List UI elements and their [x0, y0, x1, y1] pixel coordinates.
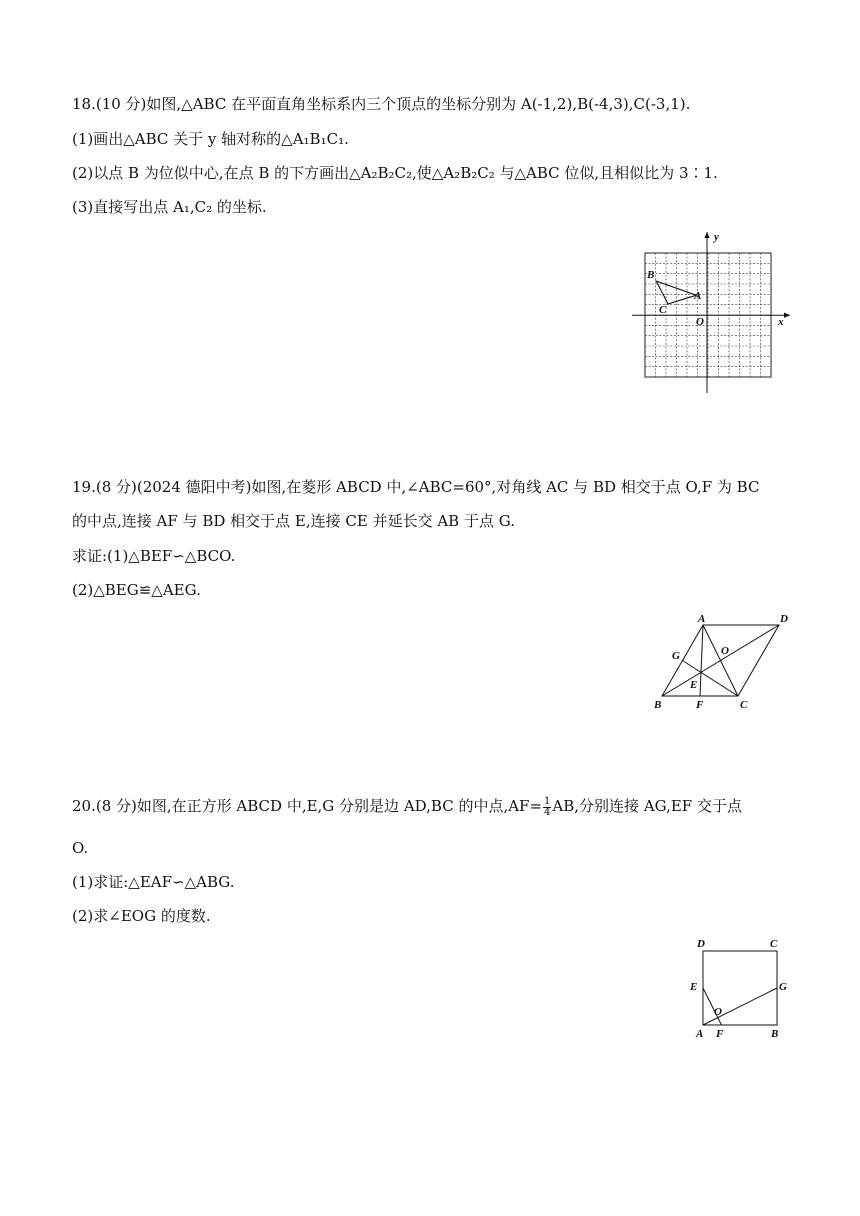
point-a-label: A	[698, 613, 706, 625]
point-a-label: A	[696, 1028, 704, 1040]
segment-af	[700, 625, 703, 696]
point-c-label: C	[659, 304, 667, 316]
q19-stem-line2: 的中点,连接 AF 与 BD 相交于点 E,连接 CE 并延长交 AB 于点 G.	[72, 512, 515, 530]
origin-label: O	[696, 316, 704, 328]
q20-fraction	[543, 797, 551, 818]
q18-part1: (1)画出△ABC 关于 y 轴对称的△A₁B₁C₁.	[72, 130, 349, 148]
q20-stem-before: 20.(8 分)如图,在正方形 ABCD 中,E,G 分别是边 AD,BC 的中点,AF=	[72, 797, 543, 815]
y-axis-label: y	[714, 231, 719, 243]
point-o-label: O	[721, 645, 729, 657]
q19-stem-line1: 19.(8 分)(2024 德阳中考)如图,在菱形 ABCD 中,∠ABC=60°,对角线 AC 与 BD 相交于点 O,F 为 BC	[72, 478, 760, 496]
point-c-label: C	[770, 938, 778, 950]
point-e-label: E	[690, 679, 698, 691]
fraction-denominator: 4	[544, 806, 551, 818]
q18-coordinate-grid-figure	[630, 228, 795, 396]
point-d-label: D	[780, 613, 788, 625]
point-b-label: B	[654, 699, 662, 711]
point-d-label: D	[697, 938, 705, 950]
q18-part2: (2)以点 B 为位似中心,在点 B 的下方画出△A₂B₂C₂,使△A₂B₂C₂ 与△ABC 位似,且相似比为 3∶1.	[72, 164, 718, 182]
point-o-label: O	[714, 1006, 722, 1018]
q19-part1: 求证:(1)△BEF∽△BCO.	[72, 547, 236, 565]
q20-stem-after: AB,分别连接 AG,EF 交于点	[552, 797, 742, 815]
q18-stem: 18.(10 分)如图,△ABC 在平面直角坐标系内三个顶点的坐标分别为 A(-1,2),B(-4,3),C(-3,1).	[72, 95, 691, 113]
point-g-label: G	[672, 650, 680, 662]
q18-part3: (3)直接写出点 A₁,C₂ 的坐标.	[72, 198, 267, 216]
q19-part2: (2)△BEG≌△AEG.	[72, 581, 201, 599]
point-b-label: B	[771, 1028, 779, 1040]
point-a-label: A	[694, 290, 702, 302]
q20-stem-line2: O.	[72, 839, 89, 857]
point-g-label: G	[779, 981, 787, 993]
q20-part1: (1)求证:△EAF∽△ABG.	[72, 873, 235, 891]
q20-part2: (2)求∠EOG 的度数.	[72, 907, 211, 925]
point-f-label: F	[696, 699, 704, 711]
point-c-label: C	[740, 699, 748, 711]
q19-rhombus-figure	[648, 608, 798, 714]
point-b-label: B	[647, 269, 655, 281]
point-e-label: E	[690, 981, 698, 993]
x-axis-label: x	[778, 316, 784, 328]
point-f-label: F	[716, 1028, 724, 1040]
q20-stem-line1	[72, 796, 742, 818]
fraction-numerator: 1	[544, 795, 551, 807]
q20-square-figure	[688, 934, 796, 1042]
